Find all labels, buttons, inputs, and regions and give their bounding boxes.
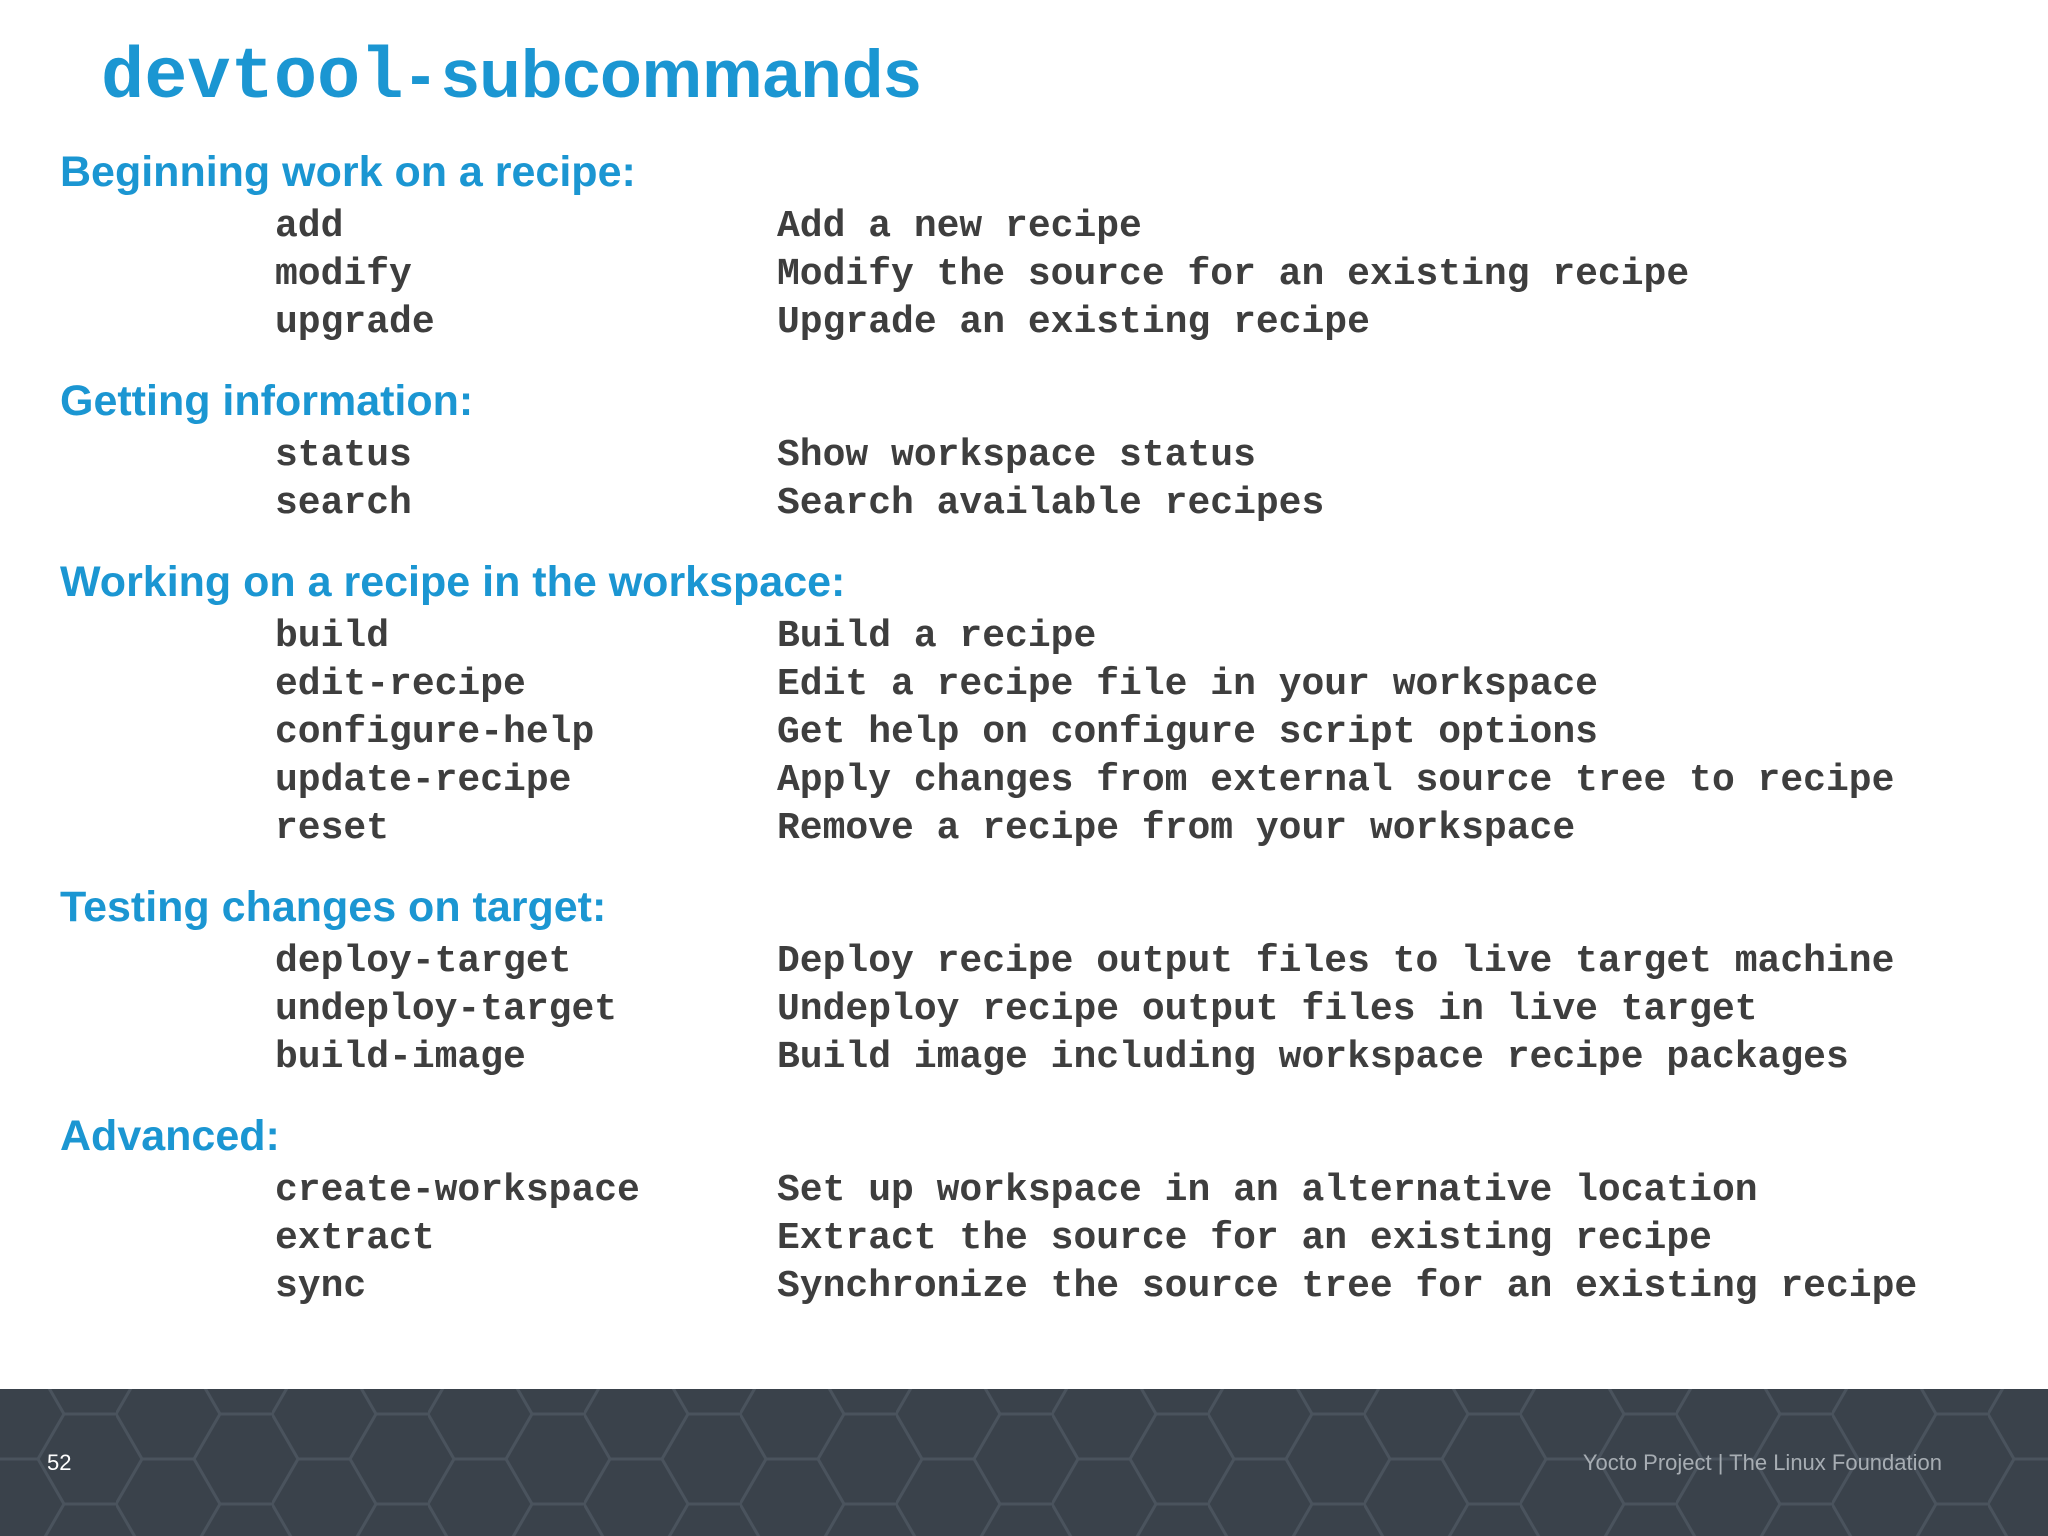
subcommand-name: build-image xyxy=(275,1036,526,1079)
subcommand-name: sync xyxy=(275,1265,367,1308)
subcommand-name: upgrade xyxy=(275,301,435,344)
title-command: devtool xyxy=(101,37,404,119)
subcommand-row xyxy=(0,805,2048,853)
title-text: subcommands xyxy=(441,36,922,112)
subcommand-row xyxy=(0,613,2048,661)
section-spacer xyxy=(0,528,2048,551)
subcommand-name: update-recipe xyxy=(275,759,572,802)
subcommand-description: Deploy recipe output files to live target machine xyxy=(777,940,1895,983)
subcommand-row xyxy=(0,432,2048,480)
subcommand-description: Extract the source for an existing recipe xyxy=(777,1217,1712,1260)
subcommand-name: deploy-target xyxy=(275,940,572,983)
subcommand-name: search xyxy=(275,482,412,525)
subcommand-description: Modify the source for an existing recipe xyxy=(777,253,1690,296)
section-beginning-work xyxy=(0,141,2048,347)
subcommand-row xyxy=(0,709,2048,757)
subcommand-description: Build a recipe xyxy=(777,615,1097,658)
subcommand-row xyxy=(0,757,2048,805)
subcommand-row xyxy=(0,480,2048,528)
section-spacer xyxy=(0,347,2048,370)
subcommand-row xyxy=(0,299,2048,347)
subcommand-name: build xyxy=(275,615,390,658)
subcommand-row xyxy=(0,1215,2048,1263)
subcommand-row xyxy=(0,251,2048,299)
subcommand-description: Show workspace status xyxy=(777,434,1256,477)
subcommand-name: configure-help xyxy=(275,711,595,754)
subcommand-description: Set up workspace in an alternative location xyxy=(777,1169,1758,1212)
subcommand-name: create-workspace xyxy=(275,1169,640,1212)
slide-title xyxy=(101,36,922,119)
subcommand-row xyxy=(0,661,2048,709)
subcommand-description: Search available recipes xyxy=(777,482,1325,525)
section-heading: Testing changes on target: xyxy=(60,883,607,931)
section-spacer xyxy=(0,853,2048,876)
subcommand-description: Build image including workspace recipe packages xyxy=(777,1036,1849,1079)
subcommand-row xyxy=(0,203,2048,251)
section-heading: Getting information: xyxy=(60,377,474,425)
footer-credit: Yocto Project | The Linux Foundation xyxy=(1582,1450,1942,1475)
subcommand-list xyxy=(0,141,2048,1311)
section-testing-on-target xyxy=(0,876,2048,1082)
section-heading: Advanced: xyxy=(60,1112,280,1160)
page-number: 52 xyxy=(47,1450,72,1475)
subcommand-name: status xyxy=(275,434,412,477)
subcommand-name: modify xyxy=(275,253,412,296)
section-heading: Beginning work on a recipe: xyxy=(60,148,636,196)
subcommand-row xyxy=(0,938,2048,986)
subcommand-name: undeploy-target xyxy=(275,988,618,1031)
subcommand-description: Apply changes from external source tree to recipe xyxy=(777,759,1895,802)
section-heading: Working on a recipe in the workspace: xyxy=(60,558,846,606)
subcommand-description: Add a new recipe xyxy=(777,205,1142,248)
subcommand-description: Undeploy recipe output files in live target xyxy=(777,988,1758,1031)
section-working-in-workspace xyxy=(0,551,2048,853)
subcommand-description: Remove a recipe from your workspace xyxy=(777,807,1576,850)
subcommand-description: Synchronize the source tree for an existing recipe xyxy=(777,1265,1918,1308)
subcommand-row xyxy=(0,986,2048,1034)
title-separator: - xyxy=(409,37,432,111)
subcommand-name: extract xyxy=(275,1217,435,1260)
section-spacer xyxy=(0,1082,2048,1105)
subcommand-name: edit-recipe xyxy=(275,663,526,706)
subcommand-name: reset xyxy=(275,807,390,850)
section-advanced xyxy=(0,1105,2048,1311)
subcommand-description: Upgrade an existing recipe xyxy=(777,301,1370,344)
section-getting-information xyxy=(0,370,2048,528)
subcommand-row xyxy=(0,1034,2048,1082)
subcommand-name: add xyxy=(275,205,344,248)
subcommand-row xyxy=(0,1167,2048,1215)
slide-footer xyxy=(0,1389,2048,1536)
subcommand-description: Get help on configure script options xyxy=(777,711,1598,754)
subcommand-description: Edit a recipe file in your workspace xyxy=(777,663,1598,706)
subcommand-row xyxy=(0,1263,2048,1311)
